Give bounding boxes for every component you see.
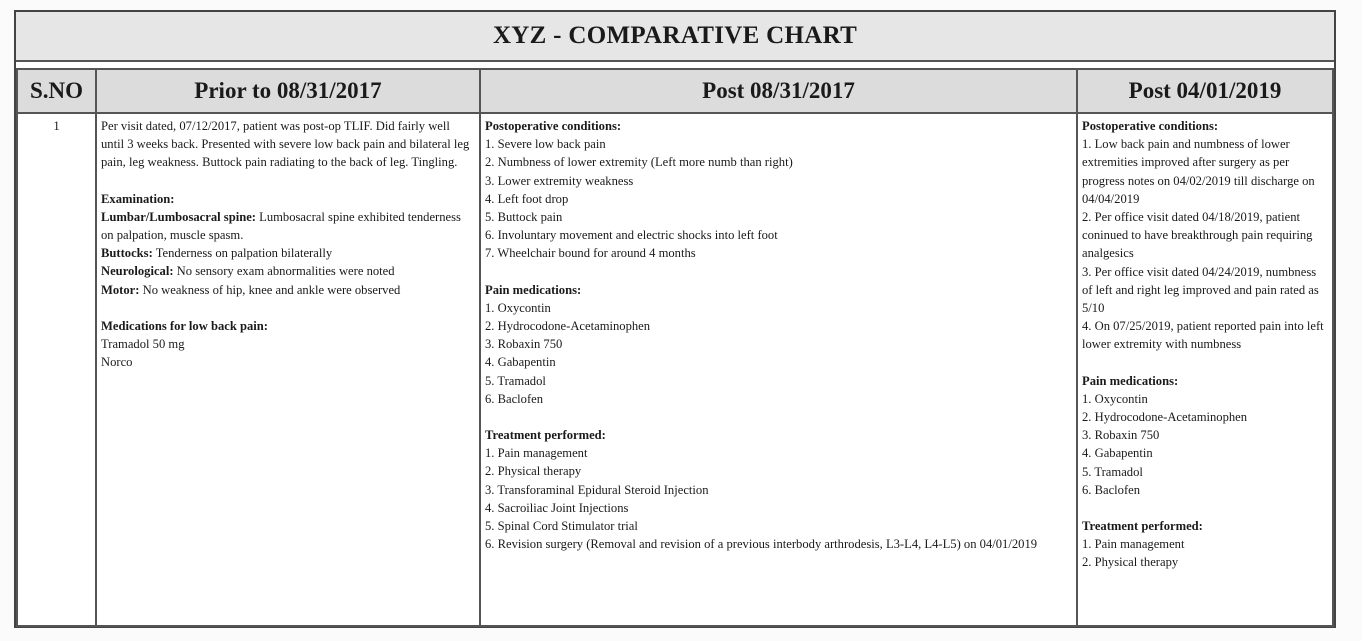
header-post-2019: Post 04/01/2019 (1077, 69, 1333, 113)
header-row (17, 69, 1333, 113)
cell-post-2019 (1077, 113, 1333, 626)
comparative-table (16, 68, 1334, 627)
treat-item: 4. Sacroiliac Joint Injections (485, 500, 629, 515)
med-item: 2. Hydrocodone-Acetaminophen (485, 319, 651, 334)
cond-item: 7. Wheelchair bound for around 4 months (485, 246, 696, 261)
cond-item: 3. Lower extremity weakness (485, 173, 634, 188)
exam-item: Neurological: No sensory exam abnormalities were noted (101, 264, 395, 279)
med-item: 2. Hydrocodone-Acetaminophen (1082, 410, 1248, 425)
cond-item: 4. On 07/25/2019, patient reported pain into left lower extremity with numbness (1082, 319, 1324, 352)
med-item: 4. Gabapentin (485, 355, 556, 370)
treat-heading: Treatment performed: (1082, 519, 1203, 534)
cond-item: 6. Involuntary movement and electric shocks into left foot (485, 228, 778, 243)
treat-item: 5. Spinal Cord Stimulator trial (485, 519, 638, 534)
med-item: 6. Baclofen (1082, 482, 1141, 497)
med-item: 5. Tramadol (485, 373, 546, 388)
treat-item: 3. Transforaminal Epidural Steroid Injection (485, 482, 709, 497)
exam-item: Lumbar/Lumbosacral spine: Lumbosacral spine exhibited tenderness on palpation, muscle spasm. (101, 209, 461, 243)
treat-item: 1. Pain management (1082, 537, 1185, 552)
med-item: Norco (101, 355, 133, 370)
prior-intro: Per visit dated, 07/12/2017, patient was post-op TLIF. Did fairly well until 3 weeks back. Presented with severe low back pain and bilateral leg pain, leg weakness. Buttock pain radiating to the back of leg. Tingling. (101, 119, 470, 170)
chart-title: XYZ - COMPARATIVE CHART (16, 12, 1334, 62)
exam-item: Motor: No weakness of hip, knee and ankle were observed (101, 282, 401, 297)
cell-sno: 1 (17, 113, 96, 626)
header-post-2017: Post 08/31/2017 (480, 69, 1077, 113)
med-item: 5. Tramadol (1082, 464, 1143, 479)
cond-heading: Postoperative conditions: (1082, 119, 1219, 133)
med-heading: Pain medications: (1082, 373, 1179, 388)
cell-post-2017 (480, 113, 1077, 626)
treat-item: 6. Revision surgery (Removal and revision of a previous interbody arthrodesis, L3-L4, L4-L5) on 04/01/2019 (485, 537, 1038, 552)
med-item: 3. Robaxin 750 (1082, 428, 1160, 443)
med-item: 4. Gabapentin (1082, 446, 1153, 461)
exam-heading: Examination: (101, 191, 175, 206)
exam-item: Buttocks: Tenderness on palpation bilaterally (101, 246, 333, 261)
med-item: 1. Oxycontin (1082, 391, 1148, 406)
cond-item: 4. Left foot drop (485, 191, 569, 206)
treat-item: 2. Physical therapy (1082, 555, 1179, 570)
cond-item: 2. Numbness of lower extremity (Left more numb than right) (485, 155, 793, 170)
cond-item: 1. Severe low back pain (485, 137, 606, 152)
table-row (17, 113, 1333, 626)
med-heading: Pain medications: (485, 282, 582, 297)
header-prior: Prior to 08/31/2017 (96, 69, 480, 113)
med-item: 6. Baclofen (485, 391, 544, 406)
header-sno: S.NO (17, 69, 96, 113)
treat-item: 1. Pain management (485, 446, 588, 461)
cond-item: 5. Buttock pain (485, 210, 563, 225)
treat-heading: Treatment performed: (485, 428, 606, 443)
cond-item: 2. Per office visit dated 04/18/2019, patient coninued to have breakthrough pain requiring analgesics (1082, 210, 1313, 261)
treat-item: 2. Physical therapy (485, 464, 582, 479)
med-item: 3. Robaxin 750 (485, 337, 563, 352)
med-item: 1. Oxycontin (485, 300, 551, 315)
cell-prior (96, 113, 480, 626)
med-heading: Medications for low back pain: (101, 318, 268, 333)
cond-heading: Postoperative conditions: (485, 119, 622, 133)
med-item: Tramadol 50 mg (101, 337, 185, 352)
document-frame (14, 10, 1336, 628)
cond-item: 1. Low back pain and numbness of lower extremities improved after surgery as per progress notes on 04/02/2019 till discharge on 04/04/2019 (1082, 137, 1315, 206)
cond-item: 3. Per office visit dated 04/24/2019, numbness of left and right leg improved and pain rated as 5/10 (1082, 264, 1319, 316)
